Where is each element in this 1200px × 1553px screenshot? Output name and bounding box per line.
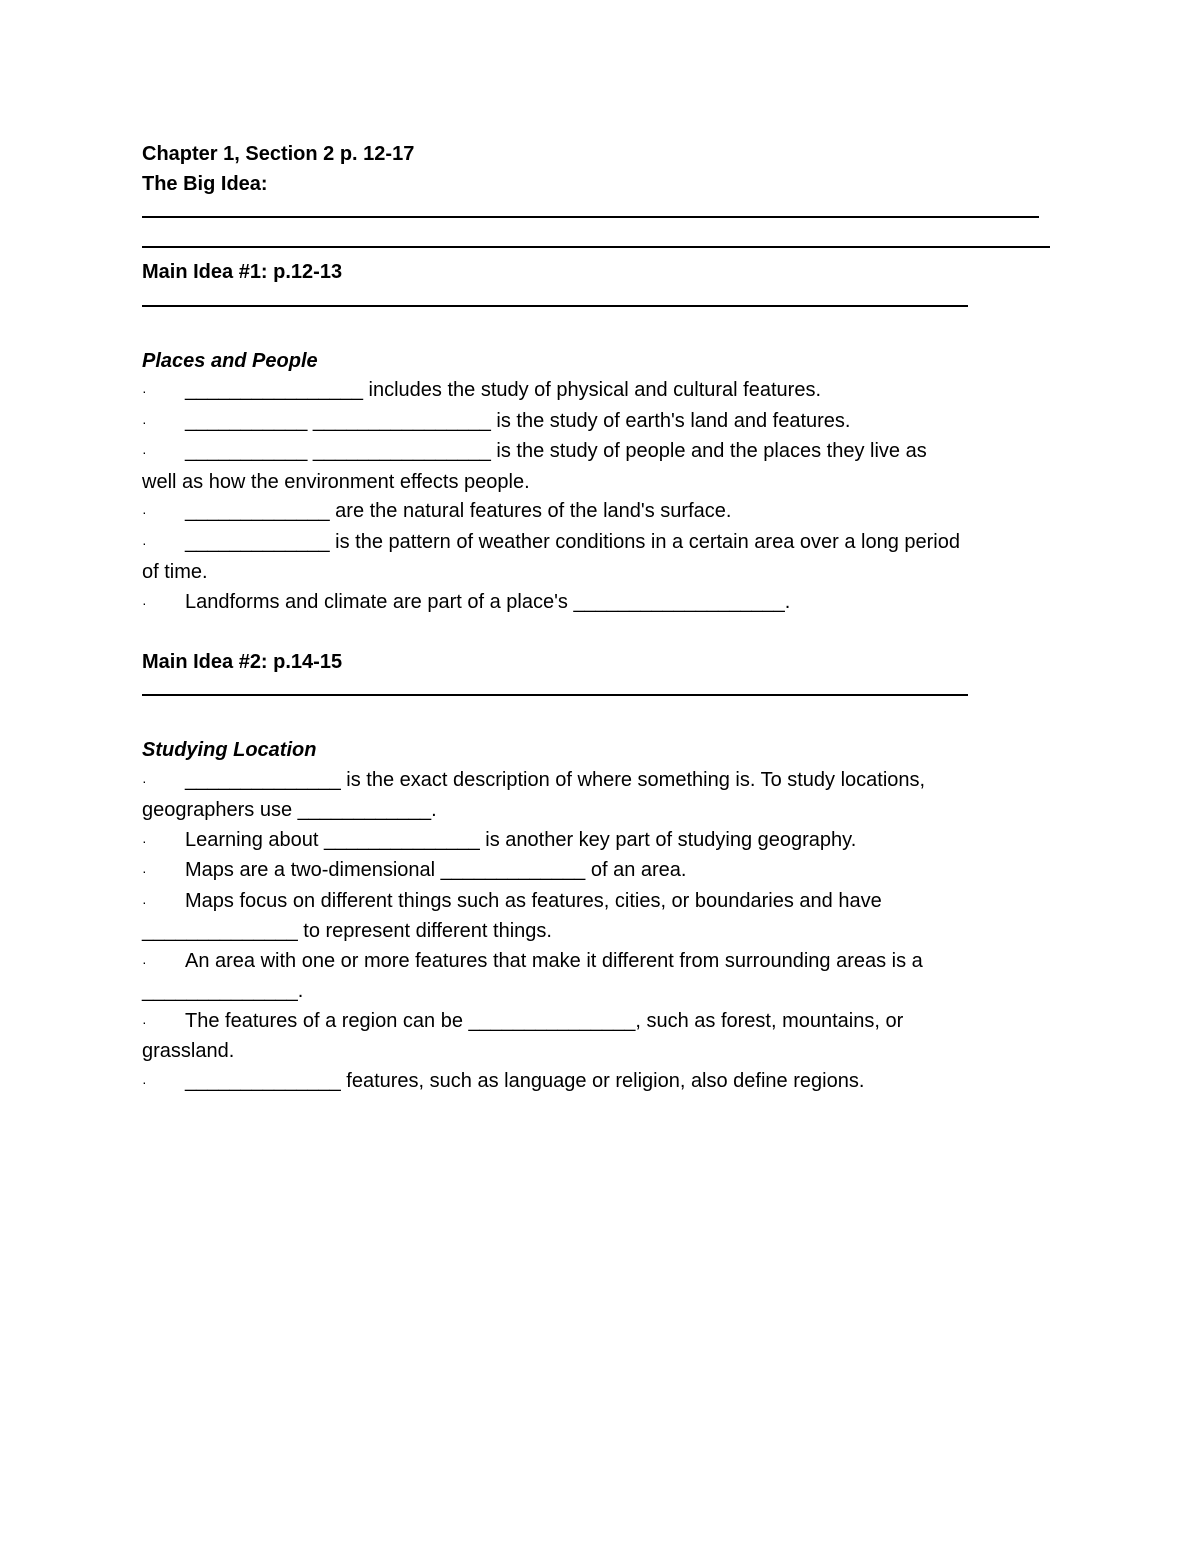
section-heading-places-and-people: Places and People [142,349,318,372]
big-idea-label: The Big Idea: [142,172,268,195]
item-text: ___________ ________________ is the study of earth's land and features. [185,409,851,432]
bullet: · [142,534,147,551]
item-text: The features of a region can be _______________, such as forest, mountains, or [185,1009,904,1032]
list-item-continuation: well as how the environment effects people. [142,470,530,493]
bullet: · [142,383,147,399]
bullet: · [142,1013,147,1030]
answer-line [142,288,968,318]
list-item [142,947,1062,978]
bullet: · [142,893,147,910]
list-item [142,856,1062,887]
item-text: Learning about ______________ is another key part of studying geography. [185,828,857,851]
worksheet-page [142,140,1062,1097]
bullet: · [142,413,147,430]
item-text: ______________ features, such as language or religion, also define regions. [185,1069,865,1092]
bullet: · [142,953,147,970]
list-item [142,826,1062,857]
item-text: _____________ is the pattern of weather conditions in a certain area over a long period [185,530,960,553]
item-text: An area with one or more features that make it different from surrounding areas is a [185,949,923,972]
list-item-continuation: geographers use ____________. [142,799,437,821]
list-item [142,497,1062,528]
bullet: · [142,832,147,849]
list-item [142,528,1062,559]
answer-line [142,677,968,707]
main-idea-2-label: Main Idea #2: p.14-15 [142,650,343,673]
answer-line [142,229,1050,259]
list-item [142,1067,1062,1098]
list-item [142,376,1062,407]
list-item-continuation: grassland. [142,1040,235,1062]
bullet: · [142,594,147,611]
item-text: _____________ are the natural features of the land's surface. [185,500,732,522]
item-text: Maps focus on different things such as features, cities, or boundaries and have [185,889,882,912]
item-text: ______________ is the exact description of where something is. To study locations, [185,768,926,791]
bullet: · [142,444,147,460]
answer-line [142,199,1039,229]
list-item-continuation: of time. [142,561,208,583]
list-item [142,887,1062,918]
list-item [142,588,1062,619]
chapter-title: Chapter 1, Section 2 p. 12-17 [142,143,415,165]
list-item-continuation: ______________. [142,980,304,1002]
item-text: ___________ ________________ is the study of people and the places they live as [185,440,927,462]
list-item [142,766,1062,797]
list-item [142,1007,1062,1038]
bullet: · [142,772,147,789]
list-item [142,407,1062,438]
item-text: Maps are a two-dimensional _____________ of an area. [185,859,687,881]
bullet: · [142,863,147,879]
main-idea-1-label: Main Idea #1: p.12-13 [142,261,343,283]
list-item [142,437,1062,468]
bullet: · [142,1073,147,1090]
item-text: Landforms and climate are part of a place's ___________________. [185,590,791,613]
section-heading-studying-location: Studying Location [142,739,317,761]
list-item-continuation: ______________ to represent different things. [142,920,552,942]
item-text: ________________ includes the study of physical and cultural features. [185,379,822,401]
bullet: · [142,504,147,520]
